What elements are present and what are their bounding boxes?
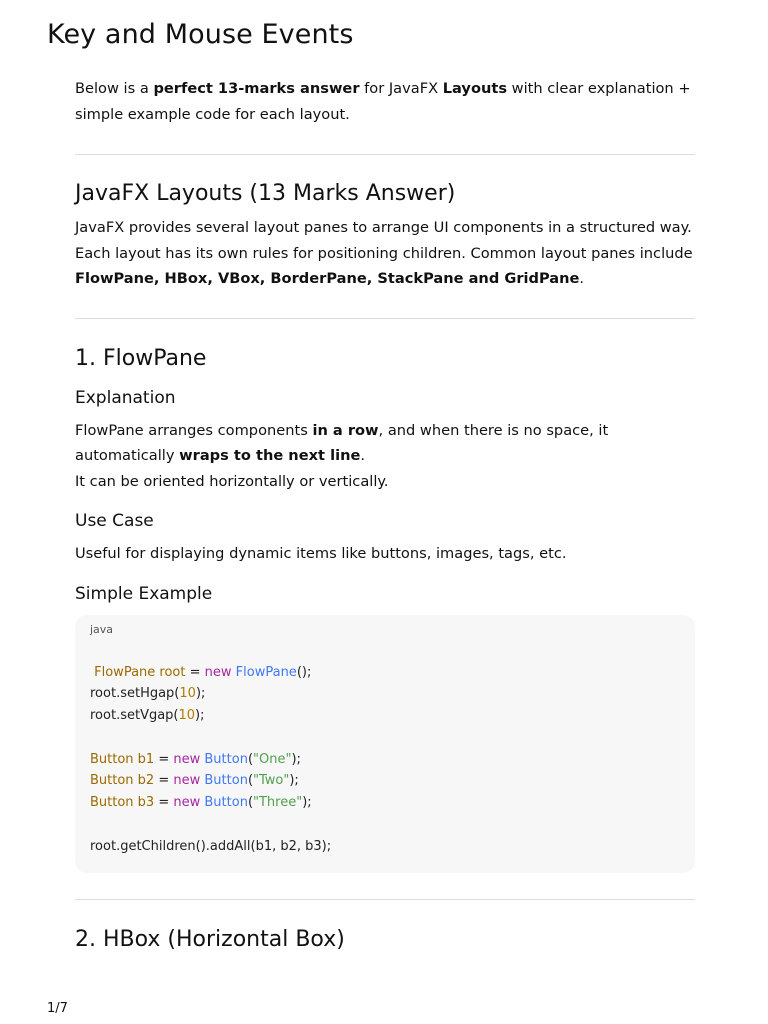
section-heading-hbox: 2. HBox (Horizontal Box) <box>75 926 345 952</box>
intro-paragraph: Below is a perfect 13-marks answer for JavaFX Layouts with clear explanation + simple example code for each layout. <box>75 80 691 123</box>
section-heading-flowpane: 1. FlowPane <box>75 345 207 371</box>
layouts-paragraph: JavaFX provides several layout panes to arrange UI components in a structured way. Each layout has its own rules for positioning children. Common layout panes include FlowPane, HBox, VBox, BorderPane, StackPane and GridPane. <box>75 219 693 287</box>
subheading-simple-example: Simple Example <box>75 583 213 604</box>
use-case-paragraph: Useful for displaying dynamic items like buttons, images, tags, etc. <box>75 545 567 562</box>
code-block[interactable] <box>75 615 695 873</box>
code-language-label: java <box>90 622 114 636</box>
subheading-use-case: Use Case <box>75 511 154 531</box>
page-number: 1/7 <box>47 1001 68 1016</box>
section-heading-layouts: JavaFX Layouts (13 Marks Answer) <box>75 181 456 206</box>
page-title: Key and Mouse Events <box>47 19 354 50</box>
explanation-paragraph: FlowPane arranges components in a row, and when there is no space, it automatically wraps to the next line. It can be oriented horizontally or vertically. <box>75 421 609 490</box>
main-content <box>75 76 695 955</box>
divider <box>75 154 695 155</box>
divider <box>75 318 695 319</box>
divider <box>75 899 695 900</box>
code-content: FlowPane root = new FlowPane(); root.setHgap(10); root.setVgap(10); Button b1 = new Button("One"); Button b2 = new Button("Two"); Button b3 = new Button("Three"); root.getChildren().addAll(b1, b2, b3); <box>90 664 332 854</box>
subheading-explanation: Explanation <box>75 387 176 408</box>
